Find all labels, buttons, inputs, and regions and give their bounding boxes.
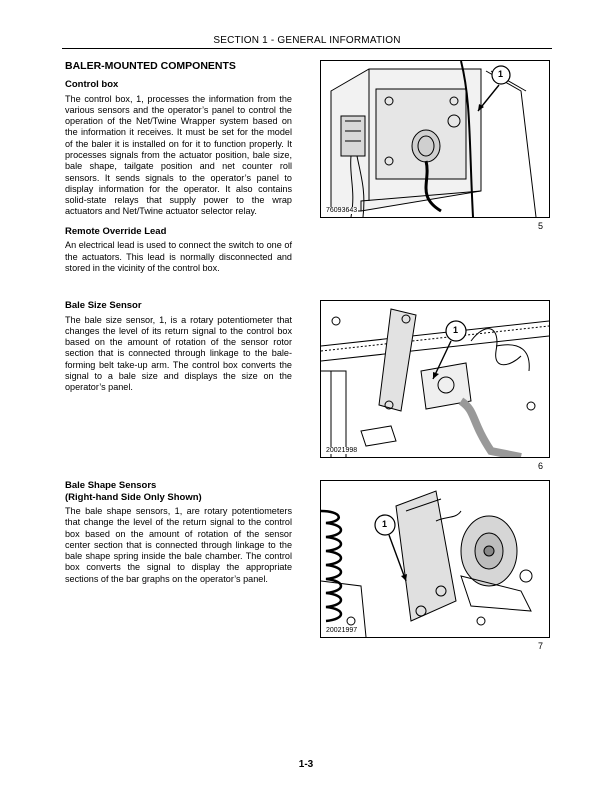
section-header: SECTION 1 - GENERAL INFORMATION	[213, 35, 401, 46]
figure-6-callout: 1	[453, 325, 459, 335]
header-rule	[62, 48, 552, 49]
control-box-section	[65, 60, 292, 274]
control-box-heading: Control box	[65, 79, 119, 90]
remote-override-heading: Remote Override Lead	[65, 225, 167, 237]
remote-override-body: An electrical lead is used to connect the switch to one of the actuators. This lead is normally disconnected and stored in the vicinity of the control box.	[65, 240, 292, 273]
figure-6-code: 20021998	[326, 447, 358, 454]
figure-5-code: 76093643	[326, 207, 358, 214]
control-box-illustration	[321, 61, 549, 217]
bale-size-heading: Bale Size Sensor	[65, 300, 142, 311]
figure-7-number: 7	[538, 641, 544, 651]
figure-5-number: 5	[538, 221, 544, 231]
bale-shape-section	[65, 480, 292, 585]
figure-5-callout: 1	[498, 69, 504, 79]
bale-shape-subheading: (Right-hand Side Only Shown)	[65, 491, 202, 503]
bale-size-section	[65, 300, 292, 394]
bale-shape-heading: Bale Shape Sensors	[65, 480, 157, 491]
control-box-body: The control box, 1, processes the information from the various sensors and the operator’s panel to control the operation of the Net/Twine Wrapper system based on the information it receives. It must be set for the model of the baler it is installed on for it to function properly. It processes signals from the actuator position, bale size, bale shape, tailgate position and net counter roll sensors. It sends signals to the operator’s panel to display information for the operator. It also contains solid-state relays that supply power to the wrap actuators and Net/Twine actuator selector relay.	[65, 93, 292, 217]
main-heading: BALER-MOUNTED COMPONENTS	[65, 60, 236, 72]
figure-6-number: 6	[538, 461, 544, 471]
bale-size-body: The bale size sensor, 1, is a rotary potentiometer that changes the level of its return signal to the control box based on the amount of rotation of the sensor rotor section that is connected through linkage to the bale-forming belt take-up arm. The control box converts the signal to a bale size and displays the size on the operator’s panel.	[65, 314, 292, 393]
figure-bale-size-sensor	[320, 300, 550, 458]
figure-7-code: 20021997	[326, 627, 358, 634]
bale-shape-body: The bale shape sensors, 1, are rotary potentiometers that change the level of the return signal to the control box based on the amount of rotation of the sensor center section that is connected through linkage to the bale shape spring inside the bale chamber. The control box converts the signal to display the appropriate sections of the bar graphs on the operator’s panel.	[65, 506, 292, 584]
bale-size-sensor-illustration	[321, 301, 549, 457]
figure-7-callout: 1	[382, 519, 388, 529]
figure-control-box	[320, 60, 550, 218]
figure-bale-shape-sensor	[320, 480, 550, 638]
page-number: 1-3	[298, 759, 314, 770]
bale-shape-sensor-illustration	[321, 481, 549, 637]
